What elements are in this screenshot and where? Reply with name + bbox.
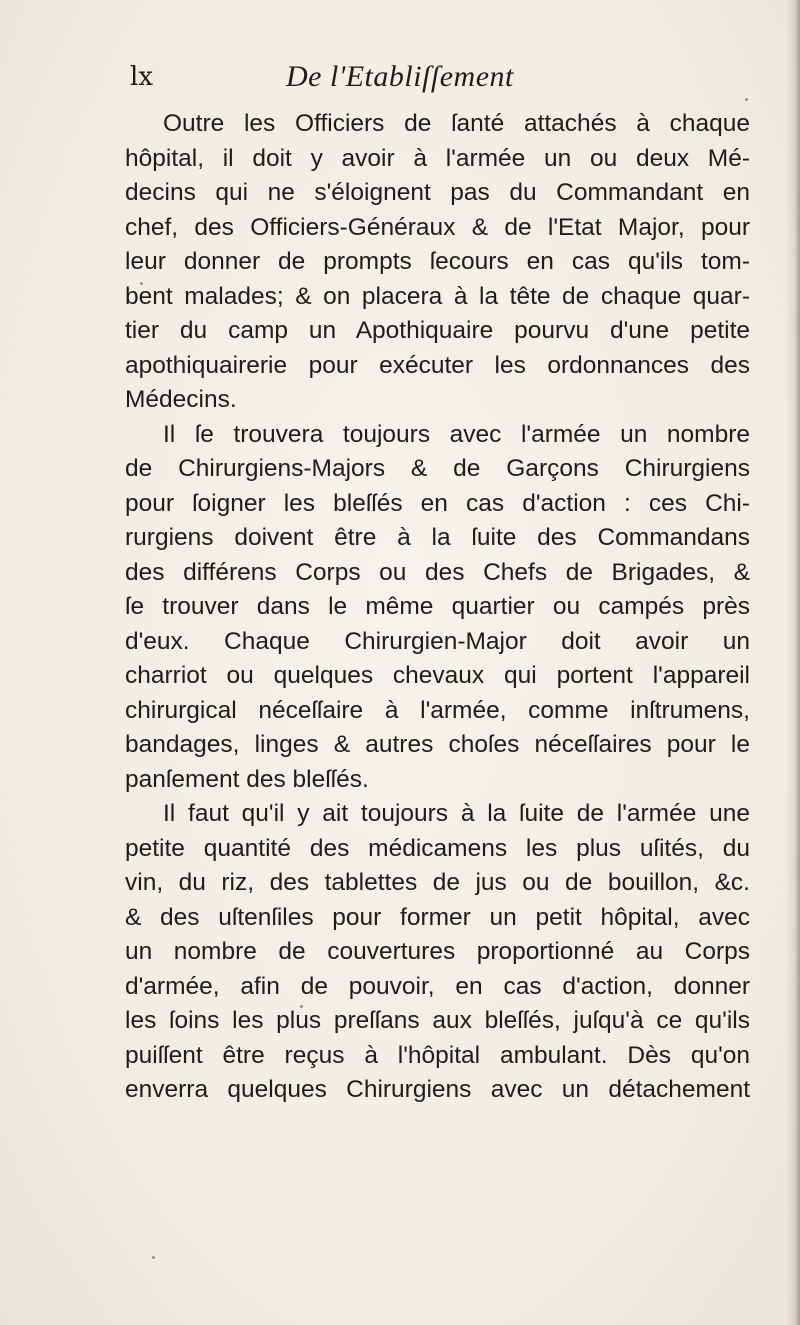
text-line: leur donner de prompts ſecours en cas qu'ils tom- <box>125 248 750 275</box>
paper-speck <box>152 1256 155 1259</box>
text-line: decins qui ne s'éloignent pas du Commandant en <box>125 179 750 206</box>
paper-speck <box>140 282 143 285</box>
text-line: tier du camp un Apothiquaire pourvu d'une petite <box>125 317 750 344</box>
text-line: Médecins. <box>125 386 237 413</box>
text-line: d'armée, afin de pouvoir, en cas d'action, donner <box>125 972 750 1000</box>
text-line: chirurgical néceſſaire à l'armée, comme inſtrumens, <box>125 696 750 724</box>
text-line: charriot ou quelques chevaux qui portent l'appareil <box>125 662 750 689</box>
text-line: Il faut qu'il y ait toujours à la ſuite de l'armée une <box>163 800 750 827</box>
text-line: Outre les Officiers de ſanté attachés à chaque <box>163 110 750 137</box>
text-line: vin, du riz, des tablettes de jus ou de bouillon, &c. <box>125 869 750 896</box>
text-line: de Chirurgiens-Majors & de Garçons Chirurgiens <box>125 455 750 482</box>
body-text <box>125 107 750 1108</box>
text-line: enverra quelques Chirurgiens avec un détachement <box>125 1076 750 1103</box>
text-line: des différens Corps ou des Chefs de Brigades, & <box>125 558 750 586</box>
text-line: d'eux. Chaque Chirurgien-Major doit avoir un <box>125 627 750 655</box>
running-head: De l'Etabliſſement <box>286 60 514 93</box>
text-line: apothiquairerie pour exécuter les ordonnances des <box>125 351 750 379</box>
text-line: panſement des bleſſés. <box>125 765 369 793</box>
paper-speck <box>745 98 748 101</box>
page-header <box>130 62 730 102</box>
text-line: hôpital, il doit y avoir à l'armée un ou deux Mé- <box>125 144 750 172</box>
paper-speck <box>300 1005 303 1008</box>
text-line: Il ſe trouvera toujours avec l'armée un nombre <box>163 420 750 448</box>
text-line: chef, des Officiers-Généraux & de l'Etat Major, pour <box>125 213 750 241</box>
text-line: ſe trouver dans le même quartier ou campés près <box>125 593 750 620</box>
text-line: petite quantité des médicamens les plus uſités, du <box>125 834 750 862</box>
page-number: lx <box>130 62 153 92</box>
text-line: & des uſtenſiles pour former un petit hôpital, avec <box>125 903 750 931</box>
text-line: bandages, linges & autres choſes néceſſaires pour le <box>125 731 750 758</box>
text-line: les ſoins les plus preſſans aux bleſſés, juſqu'à ce qu'ils <box>125 1007 750 1034</box>
text-line: un nombre de couvertures proportionné au Corps <box>125 938 750 965</box>
page-edge-shadow <box>786 0 800 1325</box>
text-line: bent malades; & on placera à la tête de chaque quar- <box>125 282 750 310</box>
text-line: pour ſoigner les bleſſés en cas d'action : ces Chi- <box>125 489 750 517</box>
text-line: puiſſent être reçus à l'hôpital ambulant. Dès qu'on <box>125 1041 750 1069</box>
text-line: rurgiens doivent être à la ſuite des Commandans <box>125 524 750 551</box>
